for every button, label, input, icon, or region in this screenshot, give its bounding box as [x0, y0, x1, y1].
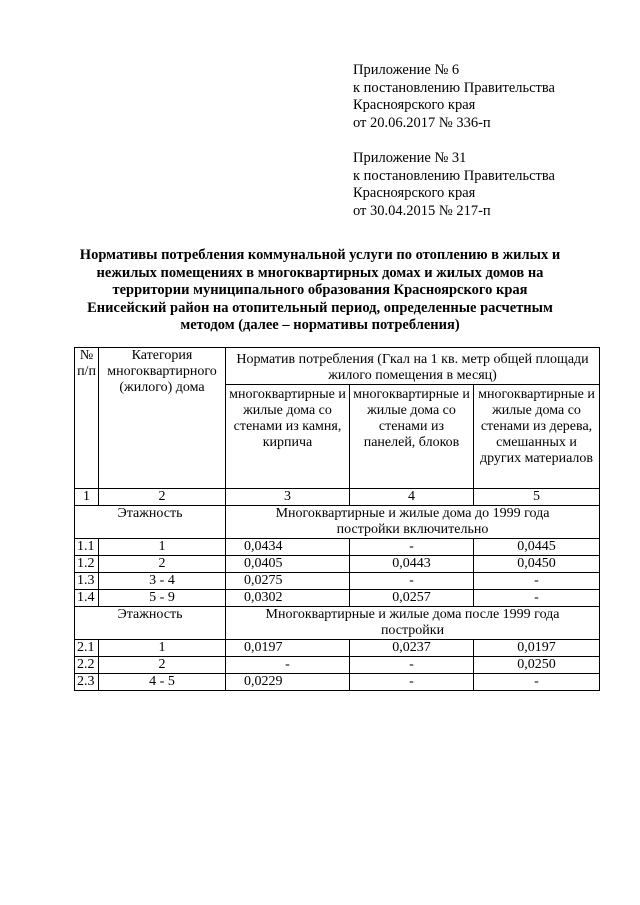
column-index: 5	[474, 489, 600, 506]
row-number: 2.2	[75, 657, 99, 674]
annex-line: Красноярского края	[353, 97, 476, 113]
annex-line: Приложение № 31	[353, 150, 467, 166]
row-value-wood: 0,0445	[474, 539, 600, 556]
row-floors: 3 - 4	[99, 573, 226, 590]
title-line: нежилых помещениях в многоквартирных домах и жилых домов на	[96, 264, 544, 281]
document-title	[70, 247, 570, 335]
row-number: 2.3	[75, 674, 99, 691]
row-value-panel: -	[350, 573, 474, 590]
title-line: территории муниципального образования Красноярского края	[112, 282, 528, 298]
row-number: 1.3	[75, 573, 99, 590]
table-row	[75, 590, 600, 607]
row-value-stone: -	[226, 657, 350, 674]
row-number: 1.1	[75, 539, 99, 556]
section-label: Этажность	[75, 607, 226, 640]
row-value-panel: -	[350, 539, 474, 556]
title-line: Енисейский район на отопительный период, определенные расчетным	[87, 299, 553, 316]
annex-line: к постановлению Правительства	[353, 167, 555, 184]
row-number: 1.4	[75, 590, 99, 607]
header-norm: Норматив потребления (Гкал на 1 кв. метр общей площади жилого помещения в месяц)	[226, 348, 600, 385]
column-index: 3	[226, 489, 350, 506]
section-header-row	[75, 506, 600, 539]
row-floors: 1	[99, 640, 226, 657]
row-floors: 2	[99, 556, 226, 573]
row-value-panel: -	[350, 657, 474, 674]
annex-line: к постановлению Правительства	[353, 79, 555, 96]
row-value-wood: -	[474, 674, 600, 691]
row-value-panel: 0,0257	[350, 590, 474, 607]
row-value-panel: 0,0237	[350, 640, 474, 657]
row-value-stone: 0,0197	[226, 640, 350, 657]
title-line: методом (далее – нормативы потребления)	[180, 317, 460, 333]
row-value-wood: 0,0197	[474, 640, 600, 657]
row-number: 2.1	[75, 640, 99, 657]
column-index: 4	[350, 489, 474, 506]
row-floors: 4 - 5	[99, 674, 226, 691]
row-value-wood: -	[474, 590, 600, 607]
table-row	[75, 573, 600, 590]
annex-line: Красноярского края	[353, 185, 476, 201]
title-line: Нормативы потребления коммунальной услуги по отоплению в жилых и	[79, 247, 561, 263]
row-value-wood: -	[474, 573, 600, 590]
header-category: Категория многоквартирного (жилого) дома	[99, 348, 226, 489]
annex-line: Приложение № 6	[353, 62, 460, 78]
header-number: № п/п	[75, 348, 99, 489]
table-row	[75, 640, 600, 657]
row-floors: 2	[99, 657, 226, 674]
column-index: 2	[99, 489, 226, 506]
header-stone-brick: многоквартирные и жилые дома со стенами из камня, кирпича	[226, 385, 350, 489]
row-value-stone: 0,0405	[226, 556, 350, 573]
table-header-row	[75, 348, 600, 385]
table-row	[75, 674, 600, 691]
table-row	[75, 657, 600, 674]
row-value-panel: -	[350, 674, 474, 691]
header-wood-mixed: многоквартирные и жилые дома со стенами из дерева, смешанных и других материалов	[474, 385, 600, 489]
section-header-row	[75, 607, 600, 640]
row-value-stone: 0,0434	[226, 539, 350, 556]
annex-line: от 20.06.2017 № 336-п	[353, 114, 491, 131]
row-value-stone: 0,0229	[226, 674, 350, 691]
annex-block-6	[353, 62, 555, 132]
section-label: Этажность	[75, 506, 226, 539]
row-value-wood: 0,0250	[474, 657, 600, 674]
norms-table	[74, 347, 600, 691]
annex-block-31	[353, 150, 555, 220]
table-row	[75, 556, 600, 573]
annex-line: от 30.04.2015 № 217-п	[353, 202, 491, 219]
table-row	[75, 539, 600, 556]
header-panels-blocks: многоквартирные и жилые дома со стенами из панелей, блоков	[350, 385, 474, 489]
row-number: 1.2	[75, 556, 99, 573]
row-floors: 5 - 9	[99, 590, 226, 607]
row-value-stone: 0,0302	[226, 590, 350, 607]
column-index-row	[75, 489, 600, 506]
row-value-wood: 0,0450	[474, 556, 600, 573]
row-floors: 1	[99, 539, 226, 556]
row-value-stone: 0,0275	[226, 573, 350, 590]
section-caption: Многоквартирные и жилые дома после 1999 года постройки	[226, 607, 600, 640]
row-value-panel: 0,0443	[350, 556, 474, 573]
section-caption: Многоквартирные и жилые дома до 1999 года постройки включительно	[226, 506, 600, 539]
column-index: 1	[75, 489, 99, 506]
